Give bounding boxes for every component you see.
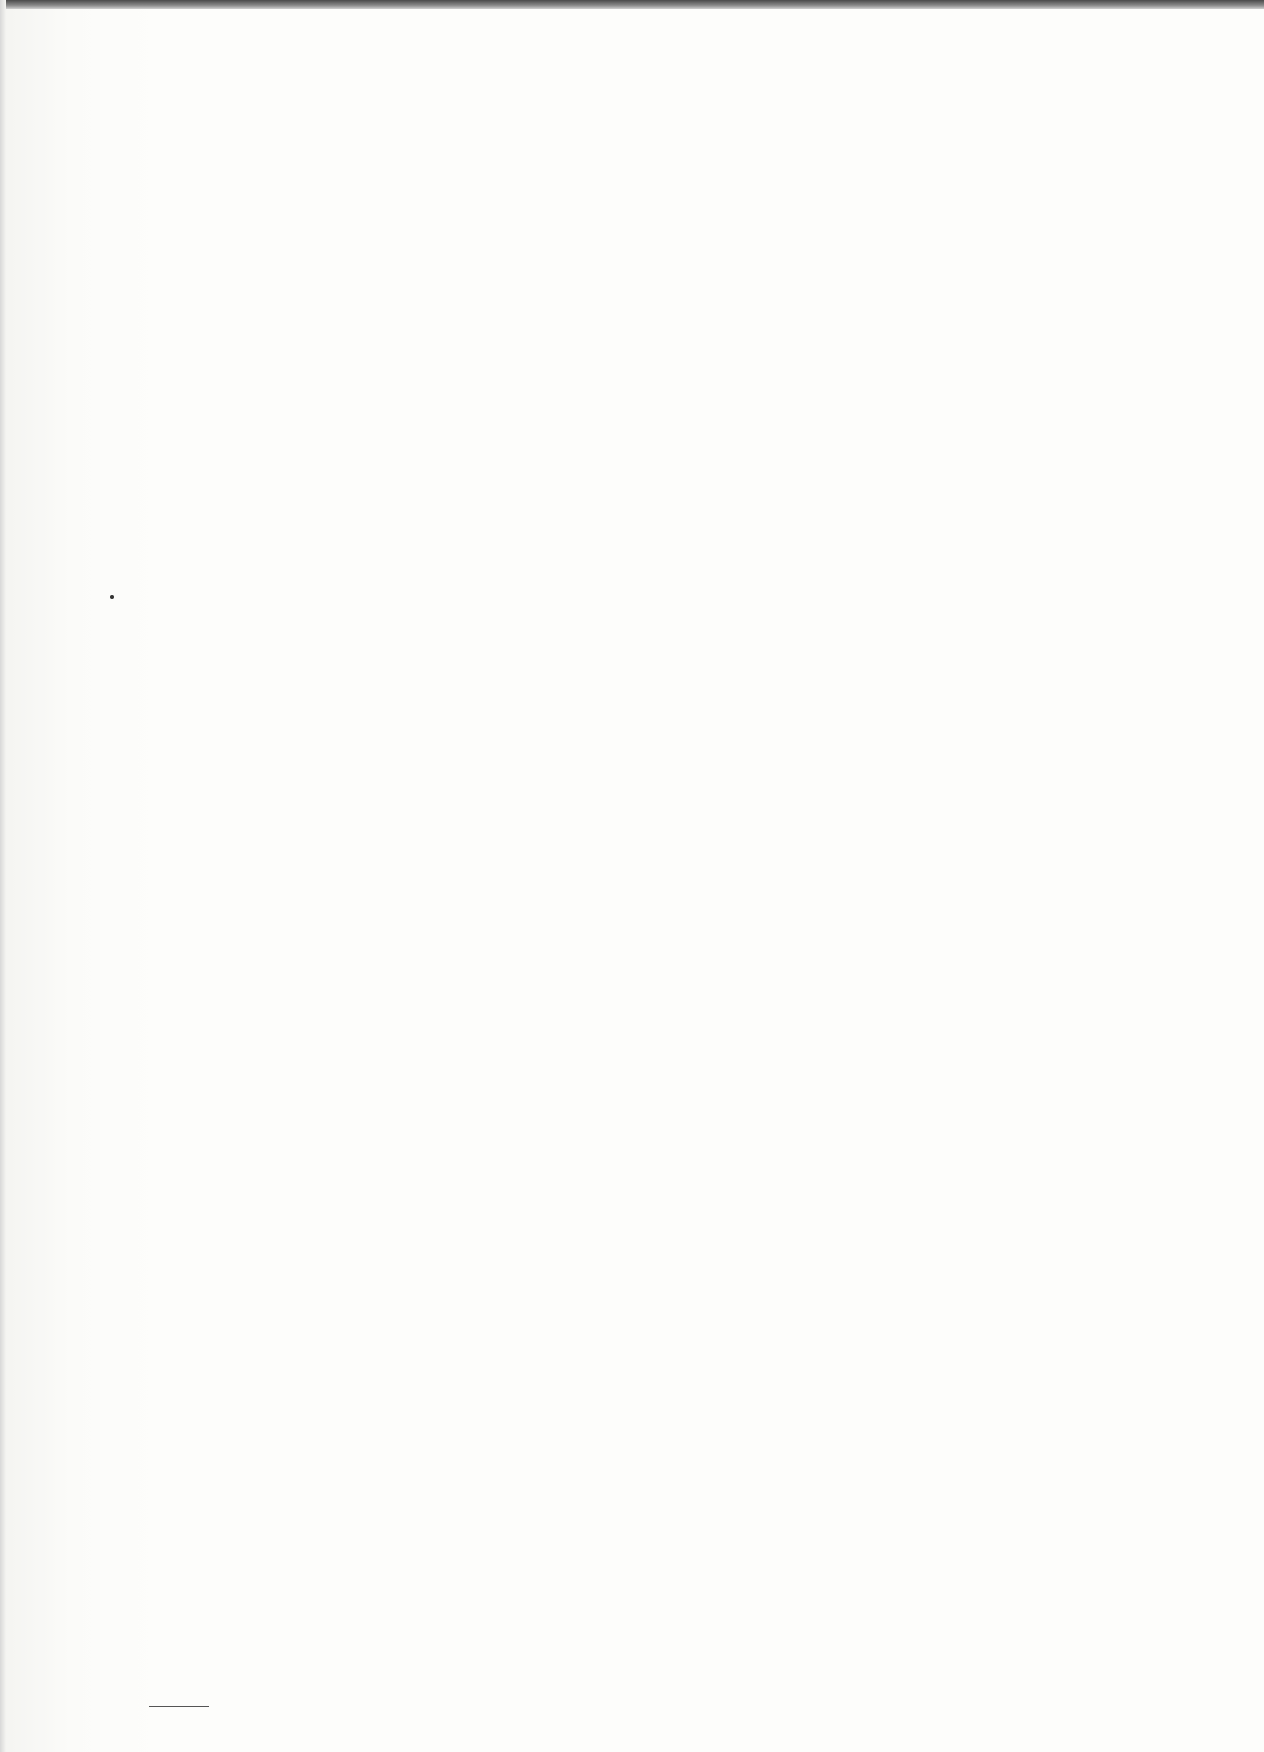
- footer-underline: [149, 1706, 209, 1707]
- document-body: [133, 70, 1228, 94]
- scan-left-edge: [0, 0, 6, 1752]
- page-footer: [147, 1698, 209, 1707]
- scan-speck: [110, 595, 114, 599]
- scan-top-edge: [0, 0, 1264, 9]
